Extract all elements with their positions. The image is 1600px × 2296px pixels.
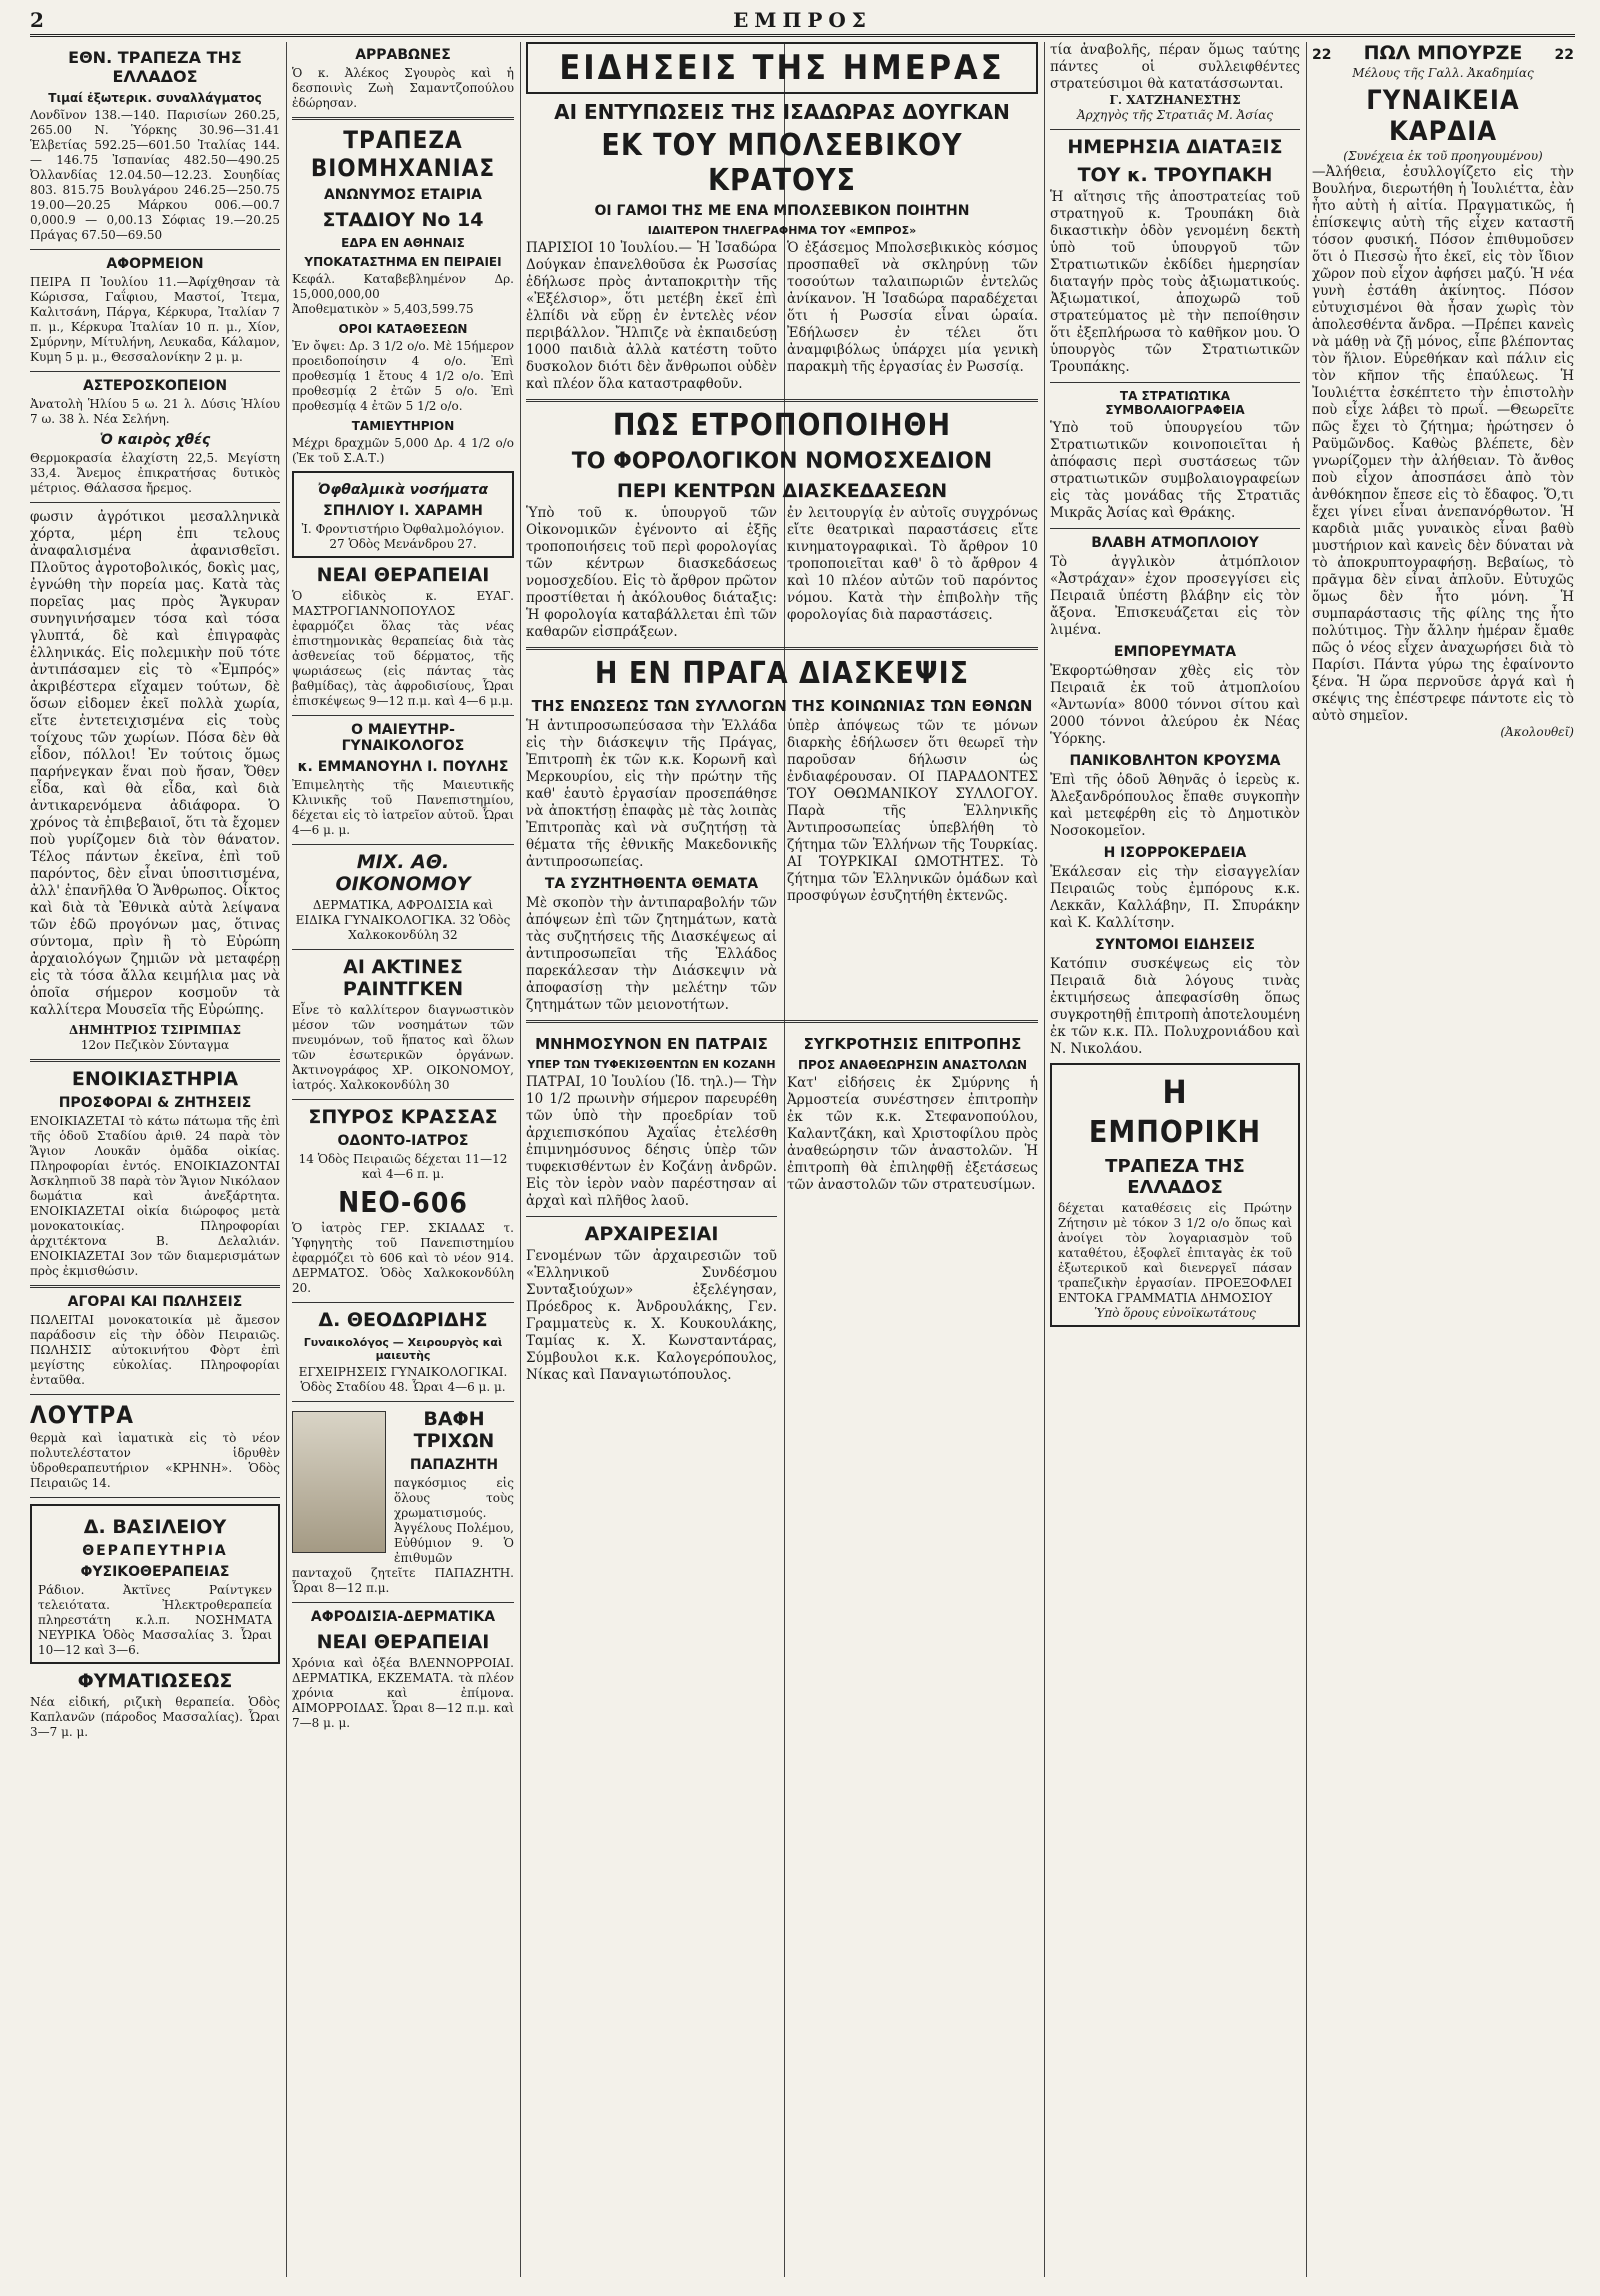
ad-h: Η <box>1162 1073 1188 1111</box>
dentist-subtitle: ΟΔΟΝΤΟ-ΙΑΤΡΟΣ <box>337 1133 469 1149</box>
rentals-text: ΕΝΟΙΚΙΑΖΕΤΑΙ τὸ κάτω πάτωμα τῆς ἐπὶ τῆς ὁδοῦ Σταδίου ἀριθ. 24 παρὰ τὸν Ἅγιον Λουκᾶν ὁμᾶδα οἰκίας. Πληροφορίαι ἐντός. ΕΝΟΙΚΙΑΖΟΝΤΑΙ Ἀσκληπιοῦ 38 παρὰ τὸν Ἅγιον Νικόλαον δωμάτια καὶ ἀνεξάρτητα. ΕΝΟΙΚΙΑΖΕΤΑΙ οἰκία διώροφος μετὰ μονοκατοικίας. Πληροφορίαι ἀρχιτέκτονα Β. Δελαλιάν. ΕΝΟΙΚΙΑΖΕΤΑΙ 3ον τῶν διαμερισμάτων πρὸς ἐκμισθώσιν. <box>30 1114 280 1278</box>
ad-text: δέχεται καταθέσεις εἰς Πρώτην Ζήτησιν μὲ τόκον 3 1/2 ο/ο ὅπως καὶ ἀνοίγει τὸν λογαριασμὸν τοῦ καταθέτου, ἐξοφλεῖ ἐπιταγὰς ἐκ τοῦ ἐξωτερικοῦ καὶ διενεργεῖ πάσαν τραπεζικὴν ἐργασίαν. ΠΡΟΕΞΟΦΛΕΙ ΕΝΤΟΚΑ ΓΡΑΜΜΑΤΙΑ ΔΗΜΟΣΙΟΥ <box>1058 1201 1292 1305</box>
baths-title: ΛΟΥΤΡΑ <box>30 1401 134 1429</box>
novel-text: —Ἀλήθεια, ἐσυλλογίζετο εἰς τὴν Βουλήνα, διερωτήθη ἡ Ἰουλιέττα, ἐὰν ἦτο αὐτὴ ἡ αἰτία. Πραγματικῶς, ἡ ἐπίσκεψις αὐτὴ τῆς εἶχεν καταστῆ τόσον φυσική. Πόσον ἐπιθυμοῦσεν ὅτι ὁ Πιεσσὼ ἦτο ἐκεῖ, εἰς τὸν ἴδιον χῶρον ποὺ εἶχον ἀφήσει μαζύ. Ἡ νέα γυνὴ ἐστάθη ἀκίνητος. Πόσον εὐτυχισμένοι θὰ ἦσαν χωρὶς τὸν ἀπολεσθέντα ἄνδρα. —Πρέπει κανεὶς νὰ μάθῃ νὰ ζῇ μόνος, εἶπε βλέποντας τὸν ἥλιον. Εὑρεθήκαν καὶ πάλιν εἰς τὸν κῆπον τῆς ἐπαύλεως. Ἡ Ἰουλιέττα ἐσκέπτετο τὴν ἐπιστολὴν ποὺ εἶχε λάβει τὸ πρωΐ. —Θεωρεῖτε πῶς ἔχει τὸ ζήτημα; ἠρώτησεν ὁ Ραϋμῶνδος. Καθὼς βλέπετε, δὲν γνωρίζομεν τὴν ἀλήθειαν. Τὸ ἄνθος ποὺ εἶχον ἀποσπάσει ἀπὸ τὸν ἀνθόκηπον ἔπεσε εἰς τὸ ἔδαφος. Ὅ,τι ἔχει γίνει εἶναι ἀνεπανόρθωτον. Ἡ καρδιὰ μιᾶς γυναικὸς εἶναι βαθὺ μυστήριον καὶ κανεὶς δὲν δύναται νὰ τὸ ἀποκρυπτογραφήσῃ. Βεβαίως, τὸ πρᾶγμα δὲν εἶναι ἀπλοῦν. Εὐτυχῶς ὅμως δὲν ἦτο μόνη. Ἡ συμπαράστασις τῆς φίλης της ἦτο πολύτιμος. Τὴν ἄλλην ἡμέραν ἔμαθε πῶς ὁ νέος εἶχεν ἀναχωρήσει διὰ τὸ Παρίσι. Πάντα γύρω της ἐφαίνοντο ξένα. Ἡ ὥρα περνοῦσε ἀργά καὶ ἡ σκέψις της ἐπέστρεφε πάντοτε εἰς τὸ αὐτὸ σημεῖον. <box>1312 164 1574 724</box>
sales-title: ΑΓΟΡΑΙ ΚΑΙ ΠΩΛΗΣΕΙΣ <box>67 1294 243 1310</box>
industry-bank-address: ΣΤΑΔΙΟΥ No 14 <box>322 209 484 231</box>
prague-text-c: ὑπὲρ ἀπόψεως τῶν τε μόνων διαρκὴς ἐδήλωσεν ὅτι θεωρεῖ τὴν παροῦσαν δήλωσιν ὡς ἐνδιαφέρουσαν. ΟΙ ΠΑΡΑΔΟΝΤΕΣ ΤΟΥ ΟΘΩΜΑΝΙΚΟΥ ΣΥΛΛΟΓΟΥ. Παρὰ τῆς Ἑλληνικῆς Ἀντιπροσωπείας ὑπεβλήθη τὸ ζήτημα τῶν Ἑλλήνων τῆς Τουρκίας. ΑΙ ΤΟΥΡΚΙΚΑΙ ΩΜΟΤΗΤΕΣ. Τὸ ζήτημα τῶν Ἑλληνικῶν ὁμάδων καὶ προσφύγων ἐσυζητήθη ἐκτενῶς. <box>787 718 1038 904</box>
industry-bank-reserve: Ἀποθεματικὸν » 5,403,599.75 <box>292 302 474 316</box>
duncan-body <box>526 240 1038 393</box>
prague-headline-2: ΤΗΣ ΕΝΩΣΕΩΣ ΤΩΝ ΣΥΛΛΟΓΩΝ ΤΗΣ ΚΟΙΝΩΝΙΑΣ ΤΩΝ ΕΘΝΩΝ <box>531 697 1033 715</box>
ship-title: ΒΛΑΒΗ ΑΤΜΟΠΛΟΙΟΥ <box>1091 535 1259 551</box>
industry-bank-title: ΤΡΑΠΕΖΑ ΒΙΟΜΗΧΑΝΙΑΣ <box>310 126 496 182</box>
top-signature-sub: Ἀρχηγὸς τῆς Στρατιᾶς Μ. Ἀσίας <box>1076 108 1274 122</box>
serial-number-right: 22 <box>1554 47 1574 63</box>
savings-text: Μέχρι δραχμῶν 5,000 Δρ. 4 1/2 ο/ο (Ἐκ τοῦ Σ.Α.Τ.) <box>292 436 514 465</box>
baths-text: θερμὰ καὶ ἰαματικὰ εἰς τὸ νέον πολυτελέστατον ἱδρυθὲν ὑδροθεραπευτήριον «ΚΡΗΝΗ». Ὁδὸς Πειραιῶς 14. <box>30 1431 280 1490</box>
dentist-title: ΣΠΥΡΟΣ ΚΡΑΣΣΑΣ <box>308 1106 498 1128</box>
rentals-subtitle: ΠΡΟΣΦΟΡΑΙ & ΖΗΤΗΣΕΙΣ <box>58 1095 252 1111</box>
serial-number: 22 <box>1312 47 1332 63</box>
observatory-title: ΑΣΤΕΡΟΣΚΟΠΕΙΟΝ <box>82 378 228 394</box>
tax-headline-1: ΠΩΣ ΕΤΡΟΠΟΠΟΙΗΘΗ <box>612 408 952 443</box>
column-rule <box>1044 42 1045 2277</box>
column-2 <box>292 42 514 2277</box>
rentals-title: ΕΝΟΙΚΙΑΣΤΗΡΙΑ <box>71 1068 239 1090</box>
news-banner <box>526 42 1038 94</box>
patras-headline-1: ΜΝΗΜΟΣΥΝΟΝ ΕΝ ΠΑΤΡΑΙΣ <box>535 1035 768 1053</box>
elections-title: ΑΡΧΑΙΡΕΣΙΑΙ <box>584 1223 719 1245</box>
xray-text: Εἶνε τὸ καλλίτερον διαγνωστικὸν μέσον τῶν νοσημάτων τῶν πνευμόνων, τοῦ ἥπατος καὶ ὅλων τῶν ἐσωτερικῶν ὀργάνων. Ἀκτινογράφος ΧΡ. ΟΙΚΟΝΟΜΟΥ, ἰατρός. Χαλκοκονδύλη 30 <box>292 1003 514 1092</box>
eye-ad <box>292 471 514 558</box>
doctor-ad <box>30 1504 280 1664</box>
panic-title: ΠΑΝΙΚΟΒΛΗΤΟΝ ΚΡΟΥΣΜΑ <box>1069 753 1281 769</box>
tax-headline-2: ΤΟ ΦΟΡΟΛΟΓΙΚΟΝ ΝΟΜΟΣΧΕΔΙΟΝ <box>571 449 993 474</box>
serial-header <box>1312 42 1574 66</box>
prague-subhead: ΤΑ ΣΥΖΗΤΗΘΕΝΤΑ ΘΕΜΑΤΑ <box>544 876 759 892</box>
novel-title: ΓΥΝΑΙΚΕΙΑ ΚΑΡΔΙΑ <box>1366 85 1520 147</box>
patras-headline-2: ΥΠΕΡ ΤΩΝ ΤΥΦΕΚΙΣΘΕΝΤΩΝ ΕΝ ΚΟΖΑΝΗ <box>527 1058 776 1071</box>
tb-text: Νέα εἰδική, ριζικὴ θεραπεία. Ὁδὸς Καπλανῶν (πάροδος Μασσαλίας). Ὧραι 3—7 μ. μ. <box>30 1695 280 1739</box>
article-signature: ΔΗΜΗΤΡΙΟΣ ΤΣΙΡΙΜΠΑΣ <box>68 1023 242 1037</box>
oikonomou-text: ΔΕΡΜΑΤΙΚΑ, ΑΦΡΟΔΙΣΙΑ καὶ ΕΙΔΙΚΑ ΓΥΝΑΙΚΟΛΟΓΙΚΑ. 32 Ὁδὸς Χαλκοκονδύλη 32 <box>295 898 511 942</box>
hair-dye-ad <box>292 1408 514 1596</box>
industry-bank-seat: ΕΔΡΑ ΕΝ ΑΘΗΝΑΙΣ <box>341 236 465 250</box>
deposit-terms-text: Ἐν ὄψει: Δρ. 3 1/2 ο/ο. Μὲ 15ήμερον προειδοποίησιν 4 ο/ο. Ἐπὶ προθεσμίᾳ 1 ἔτους 4 1/2 ο/ο. Ἐπὶ προθεσμίᾳ 2 ἐτῶν 5 ο/ο. Ἐπὶ προθεσμίᾳ 4 ἐτῶν 5 1/2 ο/ο. <box>292 339 514 413</box>
patras-text: ΠΑΤΡΑΙ, 10 Ἰουλίου (Ἰδ. τηλ.)— Τὴν 10 1/2 πρωινὴν σήμερον παρευρέθη τῶν ὑπὸ τὴν προεδρίαν τοῦ ἀρχιεπισκόπου Ἀχαΐας ἐτελέσθη ἐπιμνημόσυνος δέησις ὑπὲρ τῶν τυφεκισθέντων ἐν Κοζάνῃ ἀνδρῶν. Εἰς τὸν ἱερὸν ναὸν παρέστησαν αἱ ἀρχαὶ καὶ πλῆθος λαοῦ. <box>526 1074 777 1209</box>
duncan-text-b: Ὁ ἐξάσεμος Μπολσεβικικὸς κόσμος προσπαθεῖ νὰ σκληρύνῃ τῶν τοσούτων ταλαιπωριῶν ἐντελῶς ἀνίκανον. Ἡ Ἰσαδώρα παραδέχεται ὅτι ἡ Ρωσσία εἶναι ὡραία. Ἐδήλωσεν ἐν τέλει ὅτι ἀναμφιβόλως ὑπάρχει μία γενικὴ παρακμὴ τῆς ἐργασίας ἐν Ρωσσίᾳ. <box>787 240 1038 375</box>
order-subtitle: ΤΟΥ κ. ΤΡΟΥΠΑΚΗ <box>1077 164 1273 186</box>
theodoridis-text: ΕΓΧΕΙΡΗΣΕΙΣ ΓΥΝΑΙΚΟΛΟΓΙΚΑΙ. Ὁδὸς Σταδίου 48. Ὧραι 4—6 μ. μ. <box>298 1365 508 1394</box>
aphro-text: Χρόνια καὶ ὀξέα ΒΛΕΝΝΟΡΡΟΙΑΙ. ΔΕΡΜΑΤΙΚΑ, ΕΚΖΕΜΑΤΑ. τὰ πλέον χρόνια καὶ ἐπίμονα. ΑΙΜΟΡΡΟΙΔΑΣ. Ὧραι 8—12 π.μ. καὶ 7—8 μ. μ. <box>292 1656 514 1730</box>
hair-title: ΒΑΦΗ ΤΡΙΧΩΝ <box>413 1408 495 1452</box>
bank-rates-title: ΕΘΝ. ΤΡΑΠΕΖΑ ΤΗΣ ΕΛΛΑΔΟΣ <box>68 48 242 86</box>
column-5 <box>1050 42 1300 2277</box>
article-text: φωσιν ἀγρότικοι μεσαλληνικὰ χόρτα, μέρη ἐπι τελους ἀναφαλισμένα ἀφανισθεῖσι. Πλοῦτος ἀγροτοβολικός, δοκὶς μας, ἐγνώθη τὴν πορεία μας. Κατὰ τὰς πορεῖας μας πρὸς Ἄγκυραν συνηγινήσαμεν τόσα καὶ τόσα γλυπτά, δὲ καὶ ἐπιγραφὰς ἑλληνικάς. Εἰς πολεμικὴν ποῦ τότε ἀντιπάσαμεν εἰς τὸ «Ἐμπρός» ἀκριβέστερα εἴχαμεν τούτων, δὲ ὅσων εἰδομεν ἐκεῖ πολλὰ χωρία, εἴτε ἐντετειχισμένα εἰς τοὺς τοίχους τῶν χωρίων. Πόσα δὲν θὰ εἶδον, πόλλοι! Ἐν τούτοις ὅμως παρήνεγκαν ἕναι ποὺ ἤσαν, Ὄθεν εἶδα, καὶ θὰ εἶδα, καὶ διὰ ἀντικαρενόμενα ἀδιάφορα. Ὁ χρόνος τὰ ἐπιβεβαιοῖ, ὅτι τὰ ἔχομεν ποὺ γυρίζομεν διὰ τὸν θάνατον. Τέλος πάντων ἐκεῖνα, ἐπὶ τοῦ παρόντος, δὲν εἶναι ὑποσιτισμένα, ἀλλ' ἐπανῆλθα Ὁ Ἄνθρωπος. Οἶκτος καὶ διὰ τὰ Ἐθνικὰ αὐτὰ λείψανα τῶν ἐδῶ προγόνων μας, ὅτινας σύντομα, πρὶν ἢ τὸ Εὐρώπη ἀρχαιολόγων ζημιῶν νὰ μεταφέρῃ εἰς τὰ τόσα ἄλλα κειμήλια μας νὰ ὁποῖα σήμερον κοσμοῦν τὰ καλλίτερα Μουσεῖα τῆς Εὐρώπης. <box>30 509 280 1018</box>
tb-title: ΦΥΜΑΤΙΩΣΕΩΣ <box>77 1670 233 1692</box>
eye-text: Ἰ. Φροντιστήριο Ὀφθαλμολόγιον. 27 Ὁδὸς Μενάνδρου 27. <box>301 522 505 551</box>
aphro-subtitle: ΝΕΑΙ ΘΕΡΑΠΕΙΑΙ <box>316 1631 490 1653</box>
tax-text-b: ἐν λειτουργίᾳ ἐν αὐτοῖς συγχρόνως εἴτε θεατρικαὶ παραστάσεις εἴτε κινηματογραφικαὶ. Τὸ ἄρθρον 10 τροποποιεῖται καθ' ὃ τὸ ἄρθρον 4 καὶ 10 πλέον αὐτῶν τοῦ παρόντος νόμου. Κατὰ τὴν ἐπιβολὴν τῆς φορολογίας διὰ παραστάσεις. <box>787 505 1038 623</box>
news-banner-title: ΕΙΔΗΣΕΙΣ ΤΗΣ ΗΜΕΡΑΣ <box>559 48 1005 88</box>
news-section <box>526 42 1038 2277</box>
notaries-title: ΤΑ ΣΤΡΑΤΙΩΤΙΚΑ ΣΥΜΒΟΛΑΙΟΓΡΑΦΕΙΑ <box>1105 389 1245 417</box>
new-therapy-text: Ὁ εἰδικὸς κ. ΕΥΑΓ. ΜΑΣΤΡΟΓΙΑΝΝΟΠΟΥΛΟΣ ἐφαρμόζει ὅλας τὰς νέας ἐπιστημονικὰς θεραπείας διὰ τὰς ἀσθενείας τοῦ δέρματος, τῆς ψωριάσεως (εἰς πάντας τὰς βαθμίδας), τὰς ἀφροδισίους, Ὧραι ἐπισκέψεως 9—12 π.μ. καὶ 4—6 μ.μ. <box>292 589 514 708</box>
observatory-text: Ἀνατολὴ Ἡλίου 5 ω. 21 λ. Δύσις Ἡλίου 7 ω. 38 λ. Νέα Σελήνη. <box>30 397 280 426</box>
deposits-title: ΑΡΡΑΒΩΝΕΣ <box>355 47 451 63</box>
order-title: ΗΜΕΡΗΣΙΑ ΔΙΑΤΑΞΙΣ <box>1067 136 1283 158</box>
novel-end: (Ἀκολουθεῖ) <box>1500 725 1574 739</box>
deposit-terms-title: ΟΡΟΙ ΚΑΤΑΘΕΣΕΩΝ <box>338 322 468 336</box>
tax-text-a: Ὑπὸ τοῦ κ. ὑπουργοῦ τῶν Οἰκονομικῶν ἐγένοντο αἱ ἑξῆς τροποποιήσεις τοῦ περὶ φορολογίας τῶν κέντρων διασκεδάσεως νομοσχεδίου. Εἰς τὸ ἄρθρον πρῶτον προστίθεται ἡ ἀκόλουθος διάταξις: Ἡ φορολογία καταβάλλεται ἐπὶ τῶν καθαρῶν εἰσπράξεων. <box>526 505 777 640</box>
deposits-text: Ὁ κ. Ἀλέκος Σγουρὸς καὶ ἡ δεσποινὶς Ζωὴ Σαμαντζοπούλου ἐδώρησαν. <box>292 66 514 110</box>
neo-title: ΝΕΟ-606 <box>338 1186 468 1219</box>
commercial-bank-ad <box>1050 1063 1300 1327</box>
isotely-text: Ἐκάλεσαν εἰς τὴν εἰσαγγελίαν Πειραιῶς τοὺς ἐμπόρους κ.κ. Λεκκᾶν, Καλλάβην, Π. Σπυράκην καὶ Κ. Καλλίτσην. <box>1050 864 1300 931</box>
bank-rates-text: Λονδῖνον 138.—140. Παρισίων 260.25, 265.00 Ν. Ὑόρκης 30.96—31.41 Ἑλβετίας 592.25—601.50 Ἰταλίας 144.— 146.75 Ἰσπανίας 482.50—490.25 Ὀλλανδίας 12.04.50—12.23. Σουηδίας 803. 815.75 Βουλγάρου 246.25—250.75 19.00—20.25 Μάρκου 006.—00.7 0,000.9 — 0,00.13 Σόφιας 19.—20.25 Πράγας 67.50—69.50 <box>30 108 280 242</box>
prague-text-b: Μὲ σκοπὸν τὴν ἀντιπαραβολήν τῶν ἀπόψεων ἐπὶ τῶν ζητημάτων, κατὰ τὰς συζητήσεις τῆς Διασκέψεως αἱ ἀντιπροσωπεῖαι τῆς Ἑλλάδος παρεκάλεσαν τὴν Διάσκεψιν νὰ ἀποφασίσῃ τὴν μελέτην τῶν ζητημάτων τῶν μειονοτήτων. <box>526 895 777 1013</box>
eye-doctor: ΣΠΗΛΙΟΥ Ι. ΧΑΡΑΜΗ <box>323 503 483 519</box>
column-rule <box>286 42 287 2277</box>
novel-continued: (Συνέχεια ἐκ τοῦ προηγουμένου) <box>1343 149 1543 163</box>
committee-headline-2: ΠΡΟΣ ΑΝΑΘΕΩΡΗΣΙΝ ΑΝΑΣΤΟΛΩΝ <box>797 1058 1028 1072</box>
ad-title: ΕΜΠΟΡΙΚΗ <box>1088 1115 1262 1150</box>
serial-subtitle: Μέλους τῆς Γαλλ. Ἀκαδημίας <box>1352 66 1534 80</box>
new-therapy-title: ΝΕΑΙ ΘΕΡΑΠΕΙΑΙ <box>316 564 490 586</box>
gyn-name: κ. ΕΜΜΑΝΟΥΗΛ Ι. ΠΟΥΛΗΣ <box>297 759 509 775</box>
committee-headline-1: ΣΥΓΚΡΟΤΗΣΙΣ ΕΠΙΤΡΟΠΗΣ <box>803 1035 1022 1053</box>
woman-portrait-image <box>292 1411 386 1553</box>
industry-bank-capital: Κεφάλ. Καταβεβλημένον Δρ. 15,000,000,00 <box>292 272 514 301</box>
column-6 <box>1312 42 1574 2277</box>
savings-title: ΤΑΜΙΕΥΤΗΡΙΟΝ <box>351 419 455 433</box>
ad-footer: Ὑπὸ ὅρους εὐνοϊκωτάτους <box>1094 1306 1256 1320</box>
eye-title: Ὀφθαλμικὰ νοσήματα <box>317 482 489 498</box>
hair-brand: ΠΑΠΑΖΗΤΗ <box>409 1457 499 1473</box>
top-text: τία ἀναβολῆς, πέραν ὅμως ταύτης πάντες οἱ συλλειφθέντες στρατεύσιμοι θὰ κατατάσσωνται. <box>1050 42 1300 92</box>
duncan-text-a: ΠΑΡΙΣΙΟΙ 10 Ἰουλίου.— Ἡ Ἰσαδώρα Δούγκαν ἐπανελθοῦσα ἐκ Ρωσσίας ἐδήλωσε πρὸς ἀνταποκριτὴν τῆς «Ἐξέλσιορ», ὅτι μετέβη ἐκεῖ ἐπὶ ἐλπίδι νὰ εὕρῃ ἐν ἐντελὲς νέον περιβάλλον. Ἤλπιζε νὰ ἐκπαιδεύσῃ 1000 παιδιὰ ἀλλὰ κατέστη τοῦτο δυσκολον διότι δὲν ἄνθρωποι οὐδὲν καὶ πλέον ὅλα καταστραφθοῦν. <box>526 240 777 392</box>
trade-title: ΕΜΠΟΡΕΥΜΑΤΑ <box>1113 644 1237 660</box>
article-date: 12ον Πεζικὸν Σύνταγμα <box>80 1038 230 1052</box>
duncan-headline-3: ΟΙ ΓΑΜΟΙ ΤΗΣ ΜΕ ΕΝΑ ΜΠΟΛΣΕΒΙΚΟΝ ΠΟΙΗΤΗΝ <box>594 203 970 219</box>
dentist-text: 14 Ὁδὸς Πειραιῶς δέχεται 11—12 καὶ 4—6 π. μ. <box>298 1152 508 1181</box>
sales-text: ΠΩΛΕΙΤΑΙ μονοκατοικία μὲ ἄμεσον παράδοσιν εἰς τὴν ὁδὸν Πειραιῶς. ΠΩΛΗΣΙΣ αὐτοκινήτου Φὸρτ ἐπὶ μεγίστης εὐκολίας. Πληροφορίαι ἐνταῦθα. <box>30 1313 280 1387</box>
column-1 <box>30 42 280 2277</box>
theodoridis-subtitle: Γυναικολόγος — Χειρουργὸς καὶ μαιευτὴς <box>303 1336 503 1362</box>
top-signature: Γ. ΧΑΤΖΗΑΝΕΣΤΗΣ <box>1109 93 1241 107</box>
doctor-subtitle: ΦΥΣΙΚΟΘΕΡΑΠΕΙΑΣ <box>80 1564 230 1580</box>
oikonomou-title: ΜΙΧ. ΑΘ. ΟΙΚΟΝΟΜΟΥ <box>335 851 471 895</box>
weather-text: Θερμοκρασία ἐλαχίστη 22,5. Μεγίστη 33,4. Ἄνεμος ἐπικρατήσας δυτικὸς μέτριος. Θάλασσα ἤρεμος. <box>30 451 280 495</box>
doctor-text: Ράδιον. Ἀκτῖνες Ραίντγκεν τελειότατα. Ἠλεκτροθεραπεία πληρεστάτη κ.λ.π. ΝΟΣΗΜΑΤΑ ΝΕΥΡΙΚΑ Ὁδὸς Μασσαλίας 3. Ὧραι 10—12 καὶ 3—6. <box>38 1583 272 1657</box>
panic-text: Ἐπὶ τῆς ὁδοῦ Ἀθηνᾶς ὁ ἱερεὺς κ. Ἀλεξανδρόπουλος ἔπαθε συγκοπὴν καὶ μετεφέρθη εἰς τὸ Δημοτικὸν Νοσοκομεῖον. <box>1050 772 1300 839</box>
duncan-tag: ΙΔΙΑΙΤΕΡΟΝ ΤΗΛΕΓΡΑΦΗΜΑ ΤΟΥ «ΕΜΠΡΟΣ» <box>647 224 917 237</box>
doctor-name: Δ. ΒΑΣΙΛΕΙΟΥ <box>83 1516 227 1538</box>
elections-text: Γενομένων τῶν ἀρχαιρεσιῶν τοῦ «Ἑλληνικοῦ Συνδέσμου Συνταξιούχων» ἐξελέγησαν, Πρόεδρος κ. Ἀνδρουλάκης, Γεν. Γραμματεὺς κ. Χ. Κουκουλάκης, Ταμίας κ. Χ. Κωνσταντάρας, Σύμβουλοι κ.κ. Καλογερόπουλος, Νίκας καὶ Παναγιωτόπουλος. <box>526 1248 777 1383</box>
lower-news <box>526 1029 1038 1384</box>
gyn-text: Ἐπιμελητὴς τῆς Μαιευτικῆς Κλινικῆς τοῦ Πανεπιστημίου, δέχεται εἰς τὸ ἰατρεῖον αὐτοῦ. Ὧραι 4—6 μ. μ. <box>292 778 514 837</box>
tax-body <box>526 505 1038 641</box>
order-text: Ἡ αἴτησις τῆς ἀποστρατείας τοῦ στρατηγοῦ κ. Τρουπάκη διὰ δικαστικὴν ὁδὸν γενομένη δεκτὴ ὑπὸ τοῦ ὑπουργοῦ τῶν Στρατιωτικῶν ἐκδίδει ἡμερησίαν διαταγήν πρὸς τοὺς ἀξιωματικούς. Ἀξιωματικοί, ἀποχωρῶ τοῦ στρατεύματος μὲ τὴν πεποίθησιν ὅτι ἐξεπλήρωσα τὸ καθῆκον μου. Ὁ ὑπουργὸς τῶν Στρατιωτικῶν Τρουπάκης. <box>1050 189 1300 375</box>
prague-text-a: Ἡ ἀντιπροσωπεύσασα τὴν Ἑλλάδα εἰς τὴν διάσκεψιν τῆς Πράγας, Ἐπιτροπὴ ἐκ τῶν κ.κ. Κορωνῆ καὶ Μερκουρίου, εἰς τὴν πρώτην τῆς καθ' ἑαυτὸ ἐργασίαν προσεπάθησε νὰ ἀποκτήσῃ ἐπαφὰς μὲ τὰς λοιπὰς Ἐπιτροπὰς καὶ νὰ συζητήσῃ τὰ θέματα τῆς ἐθνικῆς Μακεδονικῆς ἀντιπροσωπείας. <box>526 718 777 870</box>
column-rule <box>520 42 521 2277</box>
prague-body <box>526 718 1038 1014</box>
newspaper-name: ΕΜΠΡΟΣ <box>733 8 872 32</box>
aphro-title: ΑΦΡΟΔΙΣΙΑ-ΔΕΡΜΑΤΙΚΑ <box>310 1609 496 1625</box>
notaries-text: Ὑπὸ τοῦ ὑπουργείου τῶν Στρατιωτικῶν κοινοποιεῖται ἡ ἀπόφασις περὶ συστάσεως τῶν στρατιωτικῶν συμβολαιογραφείων εἰς τὰς μονάδας τῆς Στρατιᾶς Μικρᾶς Ἀσίας καὶ Θράκης. <box>1050 420 1300 521</box>
theodoridis-title: Δ. ΘΕΟΔΩΡΙΔΗΣ <box>318 1309 488 1331</box>
brief-title: ΣΥΝΤΟΜΟΙ ΕΙΔΗΣΕΙΣ <box>1094 937 1255 953</box>
ad-title2: ΤΡΑΠΕΖΑ ΤΗΣ ΕΛΛΑΔΟΣ <box>1105 1156 1245 1198</box>
hair-text: παγκόσμιος εἰς ὅλους τοὺς χρωματισμούς. Ἀγγέλους Πολέμου, Εὐθύμιον 9. Ὁ ἐπιθυμῶν πανταχοῦ ζητεῖτε ΠΑΠΑΖΗΤΗ. Ὧραι 8—12 π.μ. <box>292 1476 514 1595</box>
duncan-headline-2: ΕΚ ΤΟΥ ΜΠΟΛΣΕΒΙΚΟΥ ΚΡΑΤΟΥΣ <box>601 128 963 198</box>
xray-title: ΑΙ ΑΚΤΙΝΕΣ ΡΑΙΝΤΓΚΕΝ <box>342 956 464 1000</box>
weather-title: Ὁ καιρὸς χθές <box>99 432 211 448</box>
page-number: 2 <box>30 8 44 32</box>
ship-text: Τὸ ἀγγλικὸν ἀτμόπλοιον «Ἀστράχαν» ἐχον προσεγγίσει εἰς Πειραιᾶ ὑπέστη βλάβην εἰς τὸν ἄξονα. Ἐπισκευάζεται εἰς τὸν λιμένα. <box>1050 554 1300 638</box>
bank-rates-subtitle: Τιμαί ἐξωτερικ. συναλλάγματος <box>48 91 262 105</box>
departures-title: ΑΦΟΡΜΕΙΟΝ <box>106 256 204 272</box>
brief-text: Κατόπιν συσκέψεως εἰς τὸν Πειραιᾶ διὰ λόγους τινὰς ἐκτιμήσεως ἀπεφασίσθη ὅπως συγκροτηθῇ ἐπιτροπὴ ἀποτελουμένη ἐκ τῶν κ.κ. Πλ. Πολυχρονιάδου καὶ Ν. Νικολάου. <box>1050 956 1300 1057</box>
trade-text: Ἐκφορτώθησαν χθὲς εἰς τὸν Πειραιᾶ ἐκ τοῦ ἀτμοπλοίου «Ἀντωνία» 8000 τόννοι σίτου καὶ 2000 τόννοι ἀλεύρου ἐκ Νέας Ὑόρκης. <box>1050 663 1300 747</box>
industry-bank-branch: ΥΠΟΚΑΤΑΣΤΗΜΑ ΕΝ ΠΕΙΡΑΙΕΙ <box>304 255 502 269</box>
prague-headline-1: Η ΕΝ ΠΡΑΓΑ ΔΙΑΣΚΕΨΙΣ <box>594 656 970 691</box>
neo-text: Ὁ ἰατρὸς ΓΕΡ. ΣΚΙΑΔΑΣ τ. Ὑφηγητὴς τοῦ Πανεπιστημίου ἐφαρμόζει τὸ 606 καὶ τὸ νέον 914. ΔΕΡΜΑΤΟΣ. Ὁδὸς Χαλκοκονδύλη 20. <box>292 1221 514 1295</box>
masthead <box>30 8 1575 37</box>
column-rule <box>1306 42 1307 2277</box>
committee-text: Κατ' εἰδήσεις ἐκ Σμύρνης ἡ Ἀρμοστεία συνέστησεν ἐπιτροπὴν ἐκ τῶν κ.κ. Στεφανοπούλου, Καλαντζάκη, καὶ Χριστοφίλου πρὸς ἀναθεώρησιν τῶν ἀναστολῶν. Ἡ ἐπιτροπὴ θὰ ἐπιληφθῇ ἐξετάσεως τῶν ἀναστολῶν τῶν στρατευσίμων. <box>787 1075 1038 1193</box>
tax-headline-3: ΠΕΡΙ ΚΕΝΤΡΩΝ ΔΙΑΣΚΕΔΑΣΕΩΝ <box>616 480 948 502</box>
gyn-title: Ο ΜΑΙΕΥΤΗΡ-ΓΥΝΑΙΚΟΛΟΓΟΣ <box>341 722 465 754</box>
serial-author: ΠΩΛ ΜΠΟΥΡΖΕ <box>1363 42 1523 64</box>
doctor-title: ΘΕΡΑΠΕΥΤΗΡΙΑ <box>82 1543 228 1559</box>
duncan-headline-1: ΑΙ ΕΝΤΥΠΩΣΕΙΣ ΤΗΣ ΙΣΑΔΩΡΑΣ ΔΟΥΓΚΑΝ <box>554 100 1010 124</box>
isotely-title: Η ΙΣΟΡΡΟΚΕΡΔΕΙΑ <box>1103 845 1247 861</box>
industry-bank-subtitle: ΑΝΩΝΥΜΟΣ ΕΤΑΙΡΙΑ <box>323 187 483 203</box>
departures-text: ΠΕΙΡΑ Π Ἰουλίου 11.—Ἀφίχθησαν τὰ Κώρισσα, Γαΐφιου, Μαστοί, Ἰτεμα, Καλιτσάνη, Πάργα, Κέρκυρα, Ἰταλίαν 7 π. μ., Κέρκυρα Ἰταλίαν 10 π. μ., Χίον, Σμύρνην, Μίτυλήνη, Λευκαδα, Κάλαμον, Κυμη 5 μ. μ., Θεσσαλονίκην 2 μ. μ. <box>30 275 280 364</box>
